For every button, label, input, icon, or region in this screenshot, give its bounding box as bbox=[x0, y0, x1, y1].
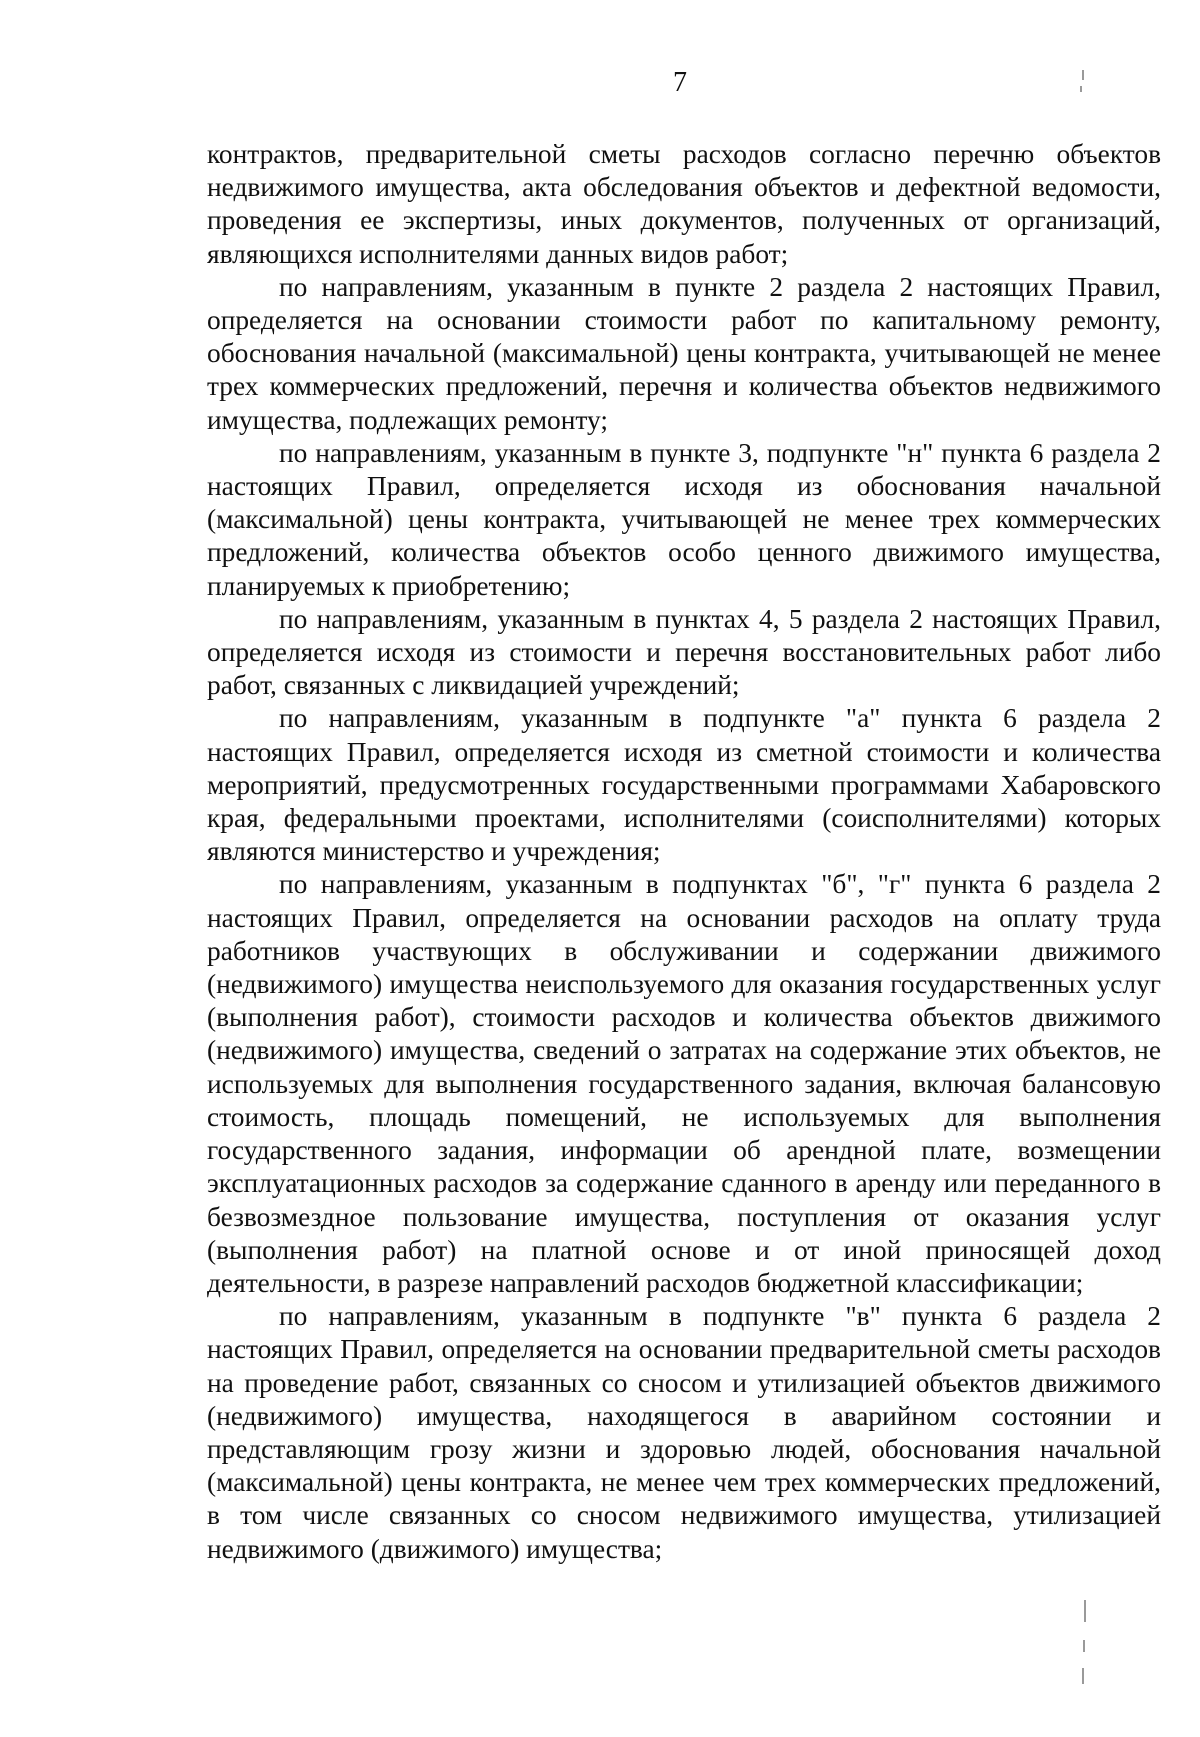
paragraph-2: по направлениям, указанным в пункте 2 раздела 2 настоящих Правил, определяется на основании стоимости работ по капитальному ремонту, обоснования начальной (максимальной) цены контракта, учитывающей не менее трех коммерческих предложений, перечня и количества объектов недвижимого имущества, подлежащих ремонту; bbox=[207, 271, 1161, 435]
scan-speck bbox=[1082, 1668, 1084, 1684]
paragraph-6: по направлениям, указанным в подпунктах "б", "г" пункта 6 раздела 2 настоящих Правил, определяется на основании расходов на оплату труда работников участвующих в обслуживании и содержании движимого (недвижимого) имущества неиспользуемого для оказания государственных услуг (выполнения работ), стоимости расходов и количества объектов движимого (недвижимого) имущества, сведений о затратах на содержание этих объектов, не используемых для выполнения государственного задания, включая балансовую стоимость, площадь помещений, не используемых для выполнения государственного задания, информации об арендной плате, возмещении эксплуатационных расходов за содержание сданного в аренду или переданного в безвозмездное пользование имущества, поступления от оказания услуг (выполнения работ) на платной основе и от иной приносящей доход деятельности, в разрезе направлений расходов бюджетной классификации; bbox=[207, 869, 1161, 1298]
document-body bbox=[207, 138, 1161, 1566]
paragraph-3: по направлениям, указанным в пункте 3, подпункте "н" пункта 6 раздела 2 настоящих Правил, определяется исходя из обоснования начальной (максимальной) цены контракта, учитывающей не менее трех коммерческих предложений, количества объектов особо ценного движимого имущества, планируемых к приобретению; bbox=[207, 437, 1161, 601]
page-number: 7 bbox=[673, 67, 687, 98]
scan-speck bbox=[1084, 1600, 1086, 1622]
paragraph-1: контрактов, предварительной сметы расходов согласно перечню объектов недвижимого имущества, акта обследования объектов и дефектной ведомости, проведения ее экспертизы, иных документов, полученных от организаций, являющихся исполнителями данных видов работ; bbox=[207, 139, 1161, 269]
paragraph-5: по направлениям, указанным в подпункте "а" пункта 6 раздела 2 настоящих Правил, определяется исходя из сметной стоимости и количества мероприятий, предусмотренных государственными программами Хабаровского края, федеральными проектами, исполнителями (соисполнителями) которых являются министерство и учреждения; bbox=[207, 703, 1161, 867]
scan-speck bbox=[1082, 70, 1084, 80]
paragraph-7: по направлениям, указанным в подпункте "в" пункта 6 раздела 2 настоящих Правил, определяется на основании предварительной сметы расходов на проведение работ, связанных со сносом и утилизацией объектов движимого (недвижимого) имущества, находящегося в аварийном состоянии и представляющим грозу жизни и здоровью людей, обоснования начальной (максимальной) цены контракта, не менее чем трех коммерческих предложений, в том числе связанных со сносом недвижимого имущества, утилизацией недвижимого (движимого) имущества; bbox=[207, 1301, 1161, 1564]
scan-speck bbox=[1083, 1640, 1085, 1652]
scan-speck bbox=[1080, 86, 1082, 92]
paragraph-4: по направлениям, указанным в пунктах 4, 5 раздела 2 настоящих Правил, определяется исходя из стоимости и перечня восстановительных работ либо работ, связанных с ликвидацией учреждений; bbox=[207, 603, 1161, 701]
